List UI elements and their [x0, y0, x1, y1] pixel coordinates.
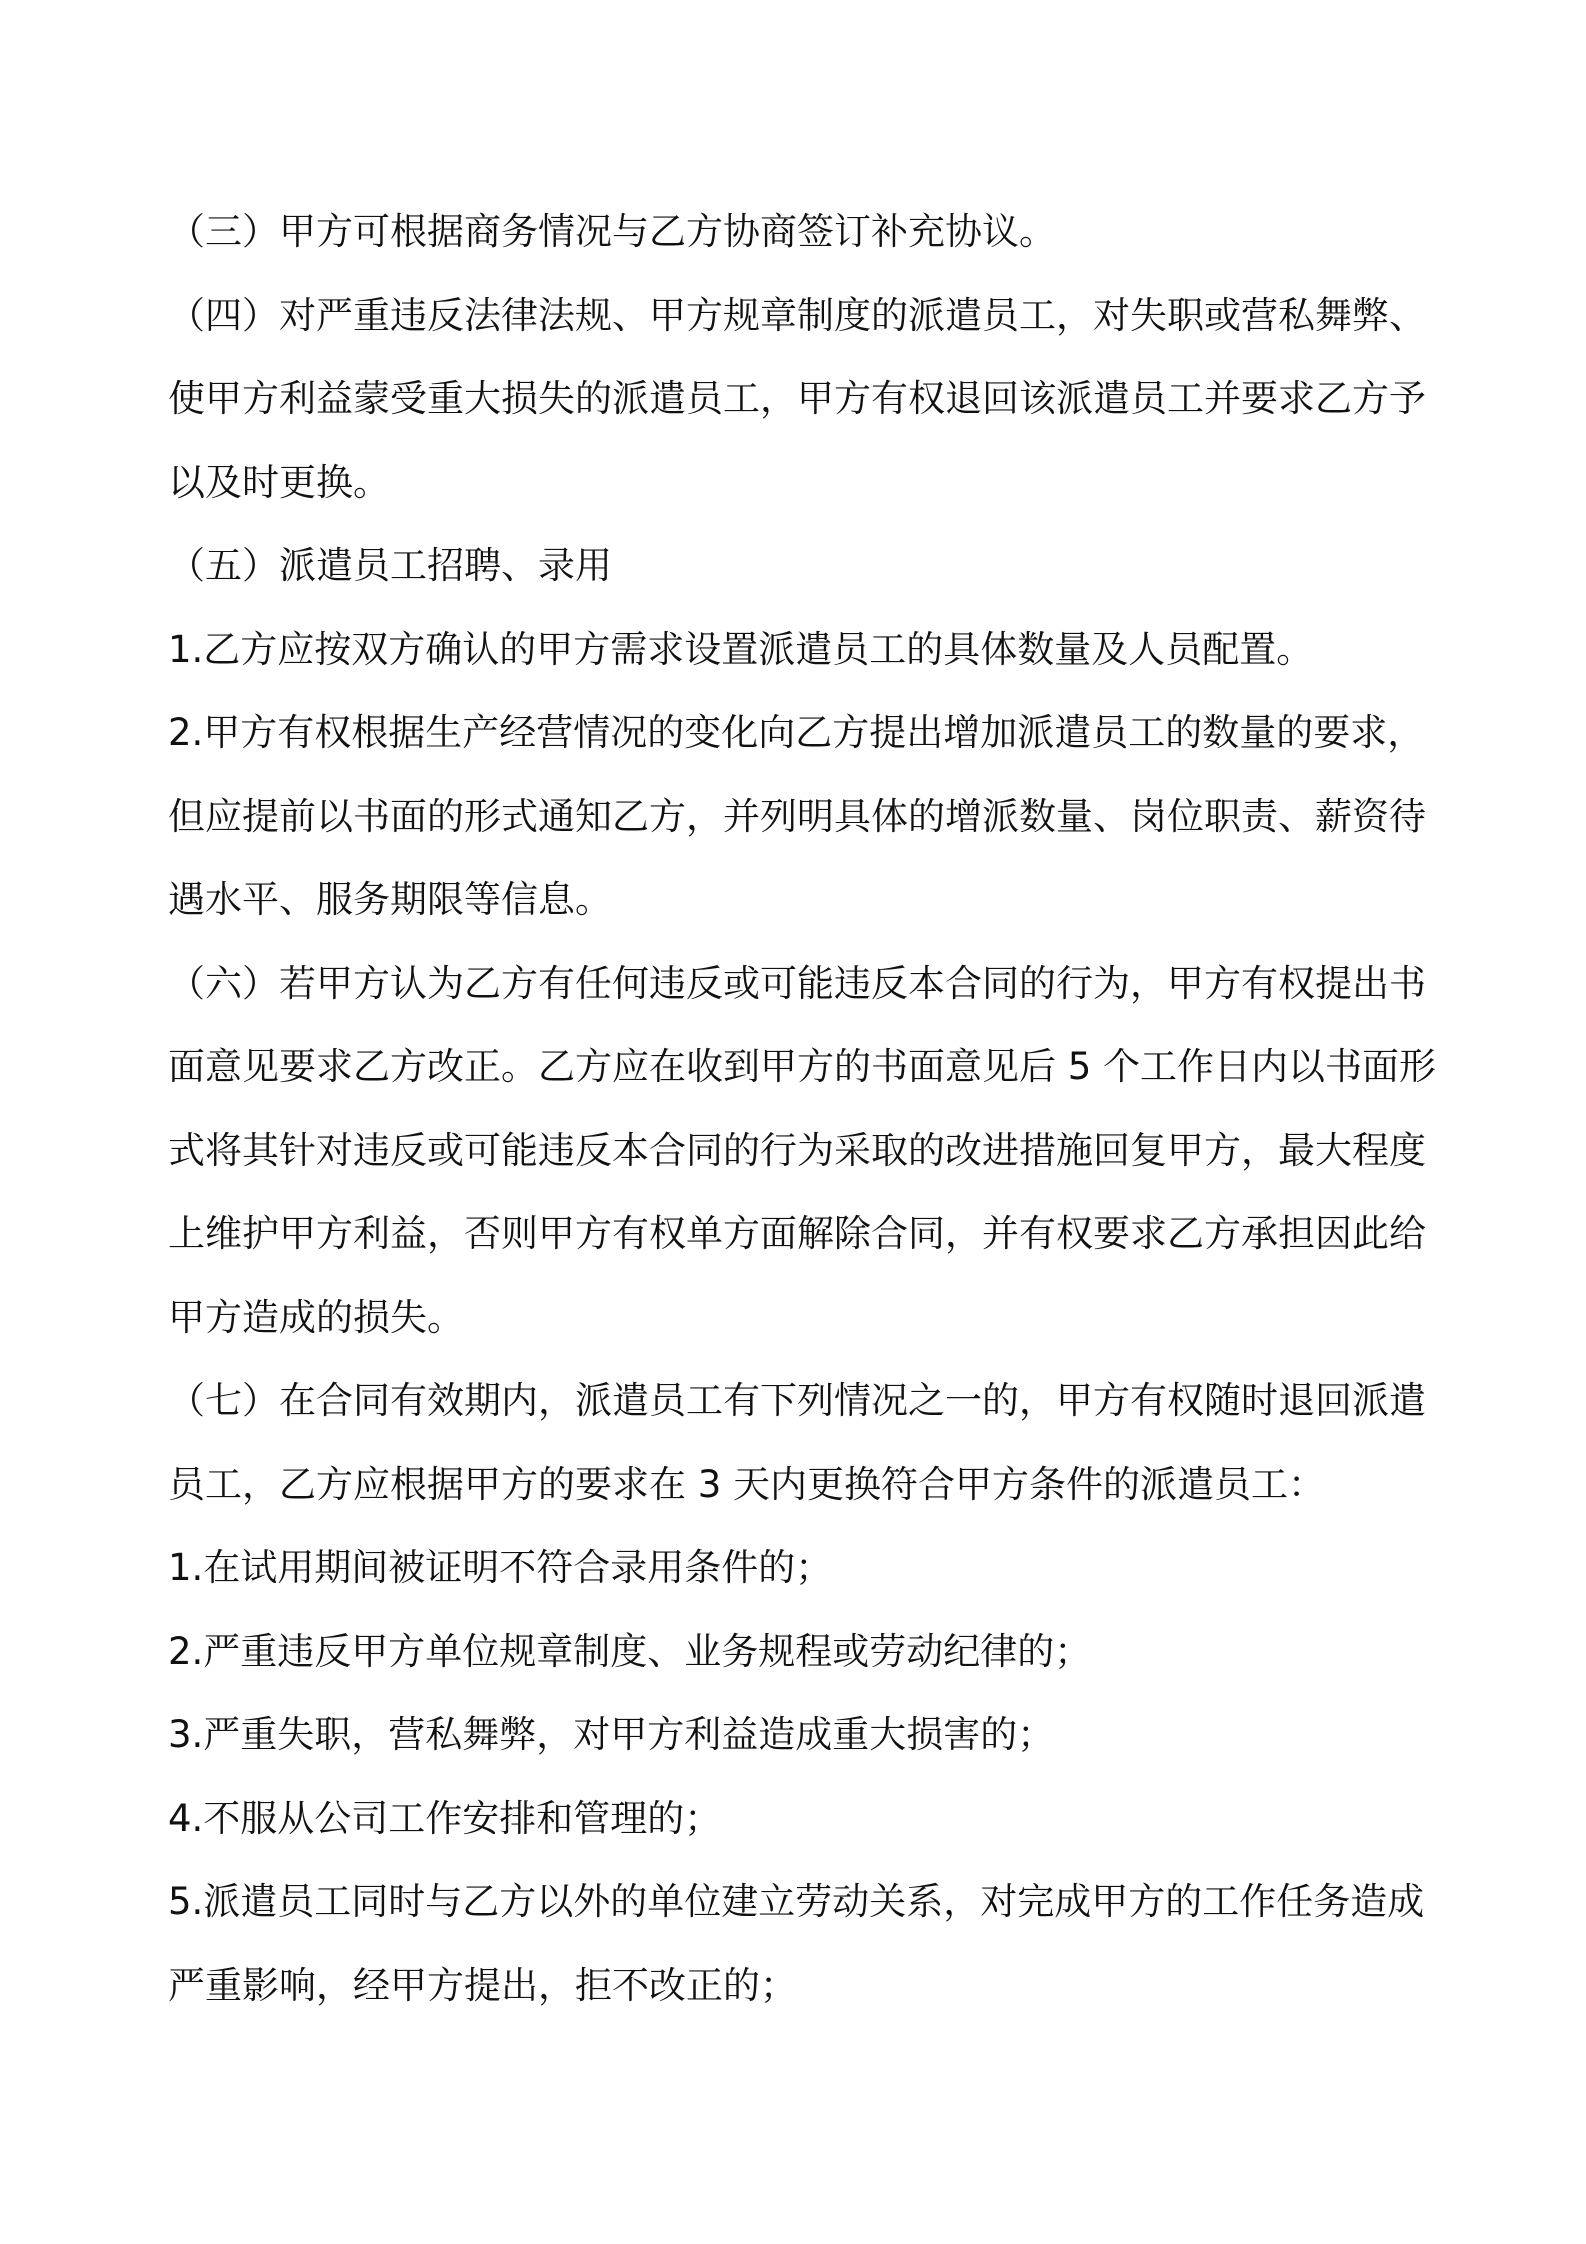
document-page [168, 190, 1448, 2027]
paragraph-clause-5-heading: （五）派遣员工招聘、录用 [168, 544, 612, 587]
paragraph-clause-7: （七）在合同有效期内，派遣员工有下列情况之一的，甲方有权随时退回派遣员工，乙方应根据甲方的要求在 3 天内更换符合甲方条件的派遣员工： [168, 1379, 1426, 1506]
paragraph-clause-3: （三）甲方可根据商务情况与乙方协商签订补充协议。 [168, 210, 1056, 253]
paragraph-clause-5-item-2: 2.甲方有权根据生产经营情况的变化向乙方提出增加派遣员工的数量的要求，但应提前以书面的形式通知乙方，并列明具体的增派数量、岗位职责、薪资待遇水平、服务期限等信息。 [168, 711, 1426, 921]
paragraph-clause-5-item-1: 1.乙方应按双方确认的甲方需求设置派遣员工的具体数量及人员配置。 [168, 627, 1314, 671]
paragraph-clause-7-item-2: 2.严重违反甲方单位规章制度、业务规程或劳动纪律的； [168, 1629, 1092, 1673]
paragraph-clause-7-item-1: 1.在试用期间被证明不符合录用条件的； [168, 1546, 833, 1589]
paragraph-clause-6: （六）若甲方认为乙方有任何违反或可能违反本合同的行为，甲方有权提出书面意见要求乙方改正。乙方应在收到甲方的书面意见后 5 个工作日内以书面形式将其针对违反或可能违反本合同的行为采取的改进措施回复甲方，最大程度上维护甲方利益，否则甲方有权单方面解除合同，并有权要求乙方承担因此给甲方造成的损失。 [168, 961, 1437, 1339]
paragraph-clause-4: （四）对严重违反法律法规、甲方规章制度的派遣员工，对失职或营私舞弊、使甲方利益蒙受重大损失的派遣员工，甲方有权退回该派遣员工并要求乙方予以及时更换。 [168, 293, 1426, 504]
paragraph-clause-7-item-5: 5.派遣员工同时与乙方以外的单位建立劳动关系，对完成甲方的工作任务造成严重影响，经甲方提出，拒不改正的； [168, 1880, 1425, 2007]
paragraph-clause-7-item-4: 4.不服从公司工作安排和管理的； [168, 1796, 722, 1840]
paragraph-clause-7-item-3: 3.严重失职，营私舞弊，对甲方利益造成重大损害的； [168, 1713, 1055, 1756]
